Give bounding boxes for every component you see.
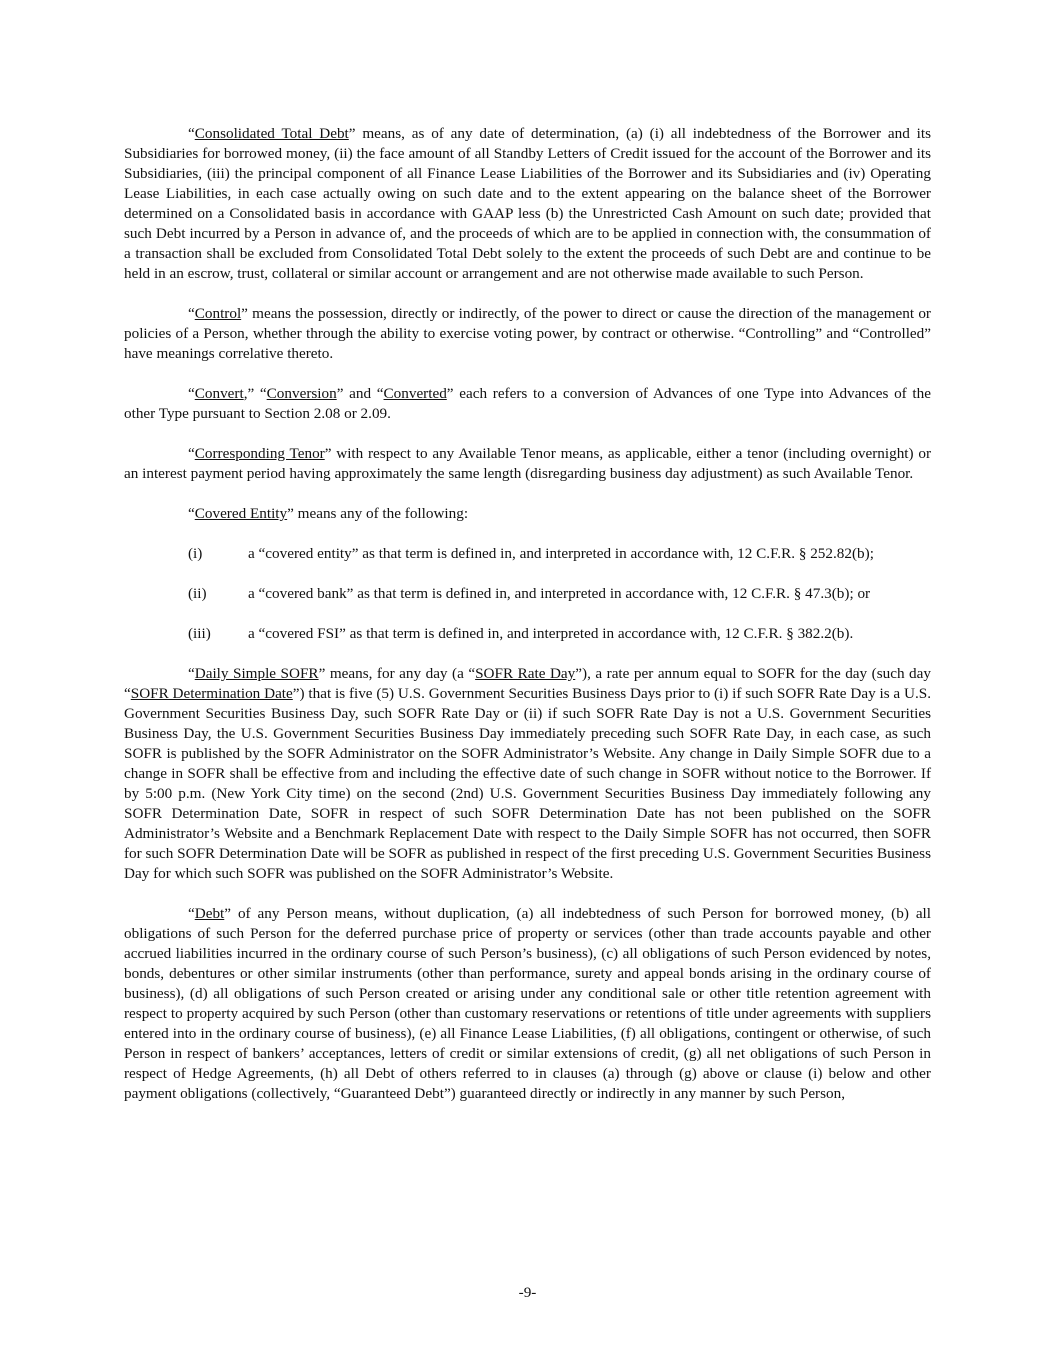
definition-control [124, 304, 931, 364]
defined-term: SOFR Rate Day [475, 665, 576, 682]
definition-consolidated-total-debt [124, 124, 931, 284]
separator: ” and “ [336, 385, 384, 402]
definition-text: ” of any Person means, without duplication, (a) all indebtedness of such Person for borrowed money, (b) all obligations of such Person for the deferred purchase price of property or services (other than trade accounts payable and other accrued liabilities incurred in the ordinary course of such Person’s business), (c) all obligations of such Person evidenced by notes, bonds, debentures or other similar instruments (other than performance, surety and appeal bonds arising in the ordinary course of business), (d) all obligations of such Person created or arising under any conditional sale or other title retention agreement with respect to property acquired by such Person (other than customary reservations or retentions of title under agreements with suppliers entered into in the ordinary course of business), (e) all Finance Lease Liabilities, (f) all obligations, contingent or otherwise, of such Person in respect of bankers’ acceptances, letters of credit or similar extensions of credit, (g) all net obligations of such Person in respect of Hedge Agreements, (h) all Debt of others referred to in clauses (a) through (g) above or clause (i) below and other payment obligations (collectively, “Guaranteed Debt”) guaranteed directly or indirectly in any manner by such Person, [124, 905, 931, 1102]
defined-term: Conversion [266, 385, 337, 402]
open-quote: “ [188, 305, 195, 322]
definition-text: ” means, as of any date of determination, (a) (i) all indebtedness of the Borrower and its Subsidiaries for borrowed money, (ii) the face amount of all Standby Letters of Credit issued for the account of the Borrower and its Subsidiaries, (iii) the principal component of all Finance Lease Liabilities of the Borrower and its Subsidiaries and (iv) Operating Lease Liabilities, in each case actually owing on such date and to the extent appearing on the balance sheet of the Borrower determined on a Consolidated basis in accordance with GAAP less (b) the Unrestricted Cash Amount on such date; provided that such Debt incurred by a Person in advance of, and the proceeds of which are to be applied in connection with, the consummation of a transaction shall be excluded from Consolidated Total Debt solely to the extent the proceeds of such Debt are and continue to be held in an escrow, trust, collateral or similar account or arrangement and are not otherwise made available to such Person. [124, 125, 932, 282]
open-quote: “ [188, 125, 195, 142]
definition-convert [124, 384, 931, 424]
defined-term: Corresponding Tenor [194, 445, 325, 462]
open-quote: “ [188, 505, 195, 522]
defined-term: Covered Entity [194, 505, 288, 522]
open-quote: “ [188, 665, 195, 682]
defined-term: SOFR Determination Date [130, 685, 293, 702]
definition-text: ”), a rate per annum equal to SOFR for the day (such day “ [124, 665, 931, 702]
definition-covered-entity [124, 504, 931, 524]
definition-text: ” means the possession, directly or indirectly, of the power to direct or cause the direction of the management or policies of a Person, whether through the ability to exercise voting power, by contract or otherwise. “Controlling” and “Controlled” have meanings correlative thereto. [124, 305, 931, 362]
definition-debt [124, 904, 931, 1104]
definition-text: ” each refers to a conversion of Advances of one Type into Advances of the other Type pursuant to Section 2.08 or 2.09. [124, 385, 931, 422]
list-item [124, 624, 931, 644]
list-item-text: a “covered FSI” as that term is defined in, and interpreted in accordance with, 12 C.F.R. § 382.2(b). [248, 625, 854, 642]
defined-term: Debt [194, 905, 225, 922]
list-item-number: (i) [188, 545, 203, 562]
list-item-number: (ii) [188, 585, 207, 602]
defined-term: Control [194, 305, 242, 322]
document-body [124, 124, 931, 1124]
definition-text: ” with respect to any Available Tenor means, as applicable, either a tenor (including overnight) or an interest payment period having approximately the same length (disregarding business day adjustment) as such Available Tenor. [124, 445, 931, 482]
list-item-number: (iii) [188, 625, 211, 642]
definition-text: ”) that is five (5) U.S. Government Securities Business Days prior to (i) if such SOFR Rate Day is a U.S. Government Securities Business Day, such SOFR Rate Day or (ii) if such SOFR Rate Day is not a U.S. Government Securities Business Day, the U.S. Government Securities Business Day immediately preceding such SOFR Rate Day, in each case, as such SOFR is published by the SOFR Administrator on the SOFR Administrator’s Website. Any change in Daily Simple SOFR due to a change in SOFR shall be effective from and including the effective date of such change in SOFR without notice to the Borrower. If by 5:00 p.m. (New York City time) on the second (2nd) U.S. Government Securities Business Day immediately following any SOFR Determination Date, SOFR in respect of such SOFR Determination Date has not been published on the SOFR Administrator’s Website and a Benchmark Replacement Date with respect to the Daily Simple SOFR has not occurred, then SOFR for such SOFR Determination Date will be SOFR as published in respect of the first preceding U.S. Government Securities Business Day for which such SOFR was published on the SOFR Administrator’s Website. [124, 685, 931, 882]
separator: ,” “ [243, 385, 267, 402]
page-number: -9- [518, 1284, 537, 1301]
list-item-text: a “covered bank” as that term is defined in, and interpreted in accordance with, 12 C.F.R. § 47.3(b); or [248, 585, 871, 602]
list-item [124, 584, 931, 604]
defined-term: Daily Simple SOFR [194, 665, 319, 682]
definition-daily-simple-sofr [124, 664, 931, 884]
list-item-text: a “covered entity” as that term is defined in, and interpreted in accordance with, 12 C.F.R. § 252.82(b); [248, 545, 874, 562]
defined-term: Consolidated Total Debt [194, 125, 349, 142]
open-quote: “ [188, 905, 195, 922]
defined-term: Converted [383, 385, 447, 402]
open-quote: “ [188, 385, 195, 402]
defined-term: Convert [194, 385, 244, 402]
definition-text: ” means, for any day (a “ [318, 665, 476, 682]
list-item [124, 544, 931, 564]
definition-text: ” means any of the following: [287, 505, 469, 522]
open-quote: “ [188, 445, 195, 462]
definition-corresponding-tenor [124, 444, 931, 484]
